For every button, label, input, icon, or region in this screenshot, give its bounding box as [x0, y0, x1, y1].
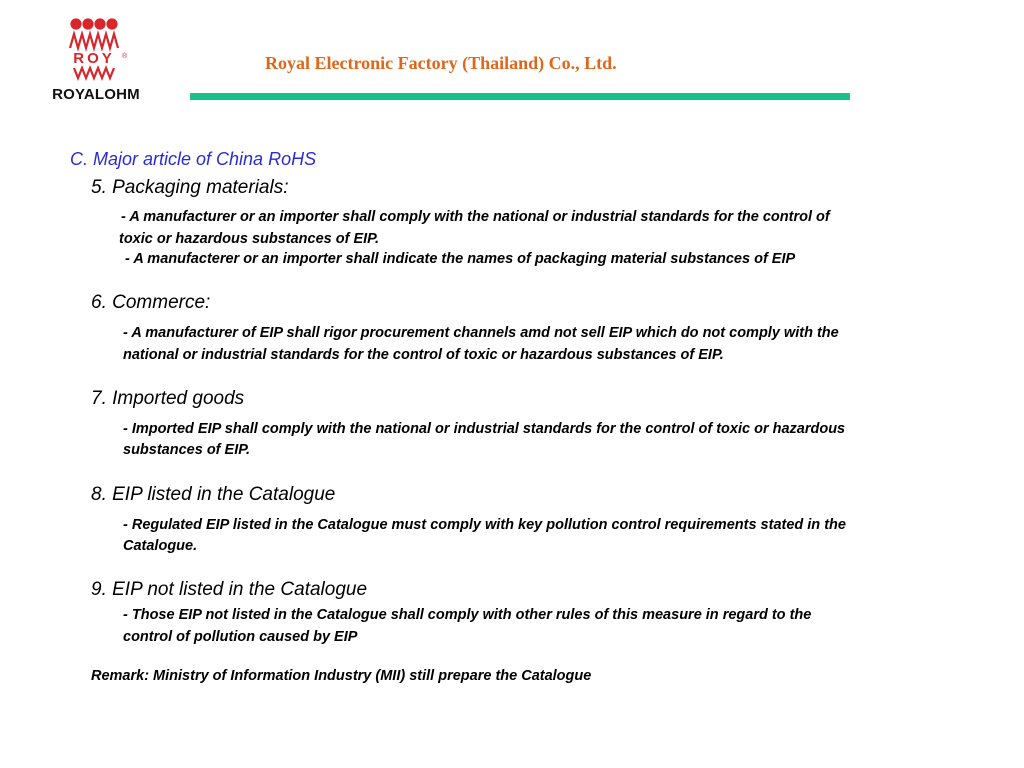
not-listed-line-2: control of pollution caused by EIP	[123, 629, 358, 645]
header-divider	[190, 93, 850, 100]
commerce-line-2: national or industrial standards for the control of toxic or hazardous substances of EIP.	[123, 347, 724, 363]
heading-eip-listed: 8. EIP listed in the Catalogue	[91, 484, 336, 505]
not-listed-line-1: - Those EIP not listed in the Catalogue shall comply with other rules of this measure in regard to the	[123, 607, 812, 623]
imported-line-2: substances of EIP.	[123, 442, 251, 458]
section-title: C. Major article of China RoHS	[70, 149, 317, 169]
heading-commerce: 6. Commerce:	[91, 292, 211, 313]
imported-line-1: - Imported EIP shall comply with the national or industrial standards for the control of toxic or hazardous	[123, 421, 846, 437]
logo-mark: ROY	[73, 50, 115, 67]
remark: Remark: Ministry of Information Industry (MII) still prepare the Catalogue	[91, 668, 592, 684]
heading-eip-not-listed: 9. EIP not listed in the Catalogue	[91, 579, 368, 600]
listed-line-2: Catalogue.	[123, 538, 198, 554]
company-name: Royal Electronic Factory (Thailand) Co., Ltd.	[265, 53, 617, 73]
packaging-line-2: toxic or hazardous substances of EIP.	[119, 231, 380, 247]
heading-packaging: 5. Packaging materials:	[91, 177, 289, 198]
listed-line-1: - Regulated EIP listed in the Catalogue must comply with key pollution control requirements stated in the	[123, 517, 846, 533]
logo-text: ROYALOHM	[52, 86, 140, 103]
packaging-line-1: - A manufacturer or an importer shall comply with the national or industrial standards for the control of	[121, 209, 830, 225]
royalohm-logo	[46, 18, 146, 108]
svg-text:®: ®	[122, 53, 128, 60]
commerce-line-1: - A manufacturer of EIP shall rigor procurement channels amd not sell EIP which do not comply with the	[123, 325, 839, 341]
heading-imported-goods: 7. Imported goods	[91, 388, 245, 409]
packaging-line-3: - A manufacterer or an importer shall indicate the names of packaging material substances of EIP	[121, 251, 796, 267]
royalohm-emblem-icon	[46, 18, 146, 86]
